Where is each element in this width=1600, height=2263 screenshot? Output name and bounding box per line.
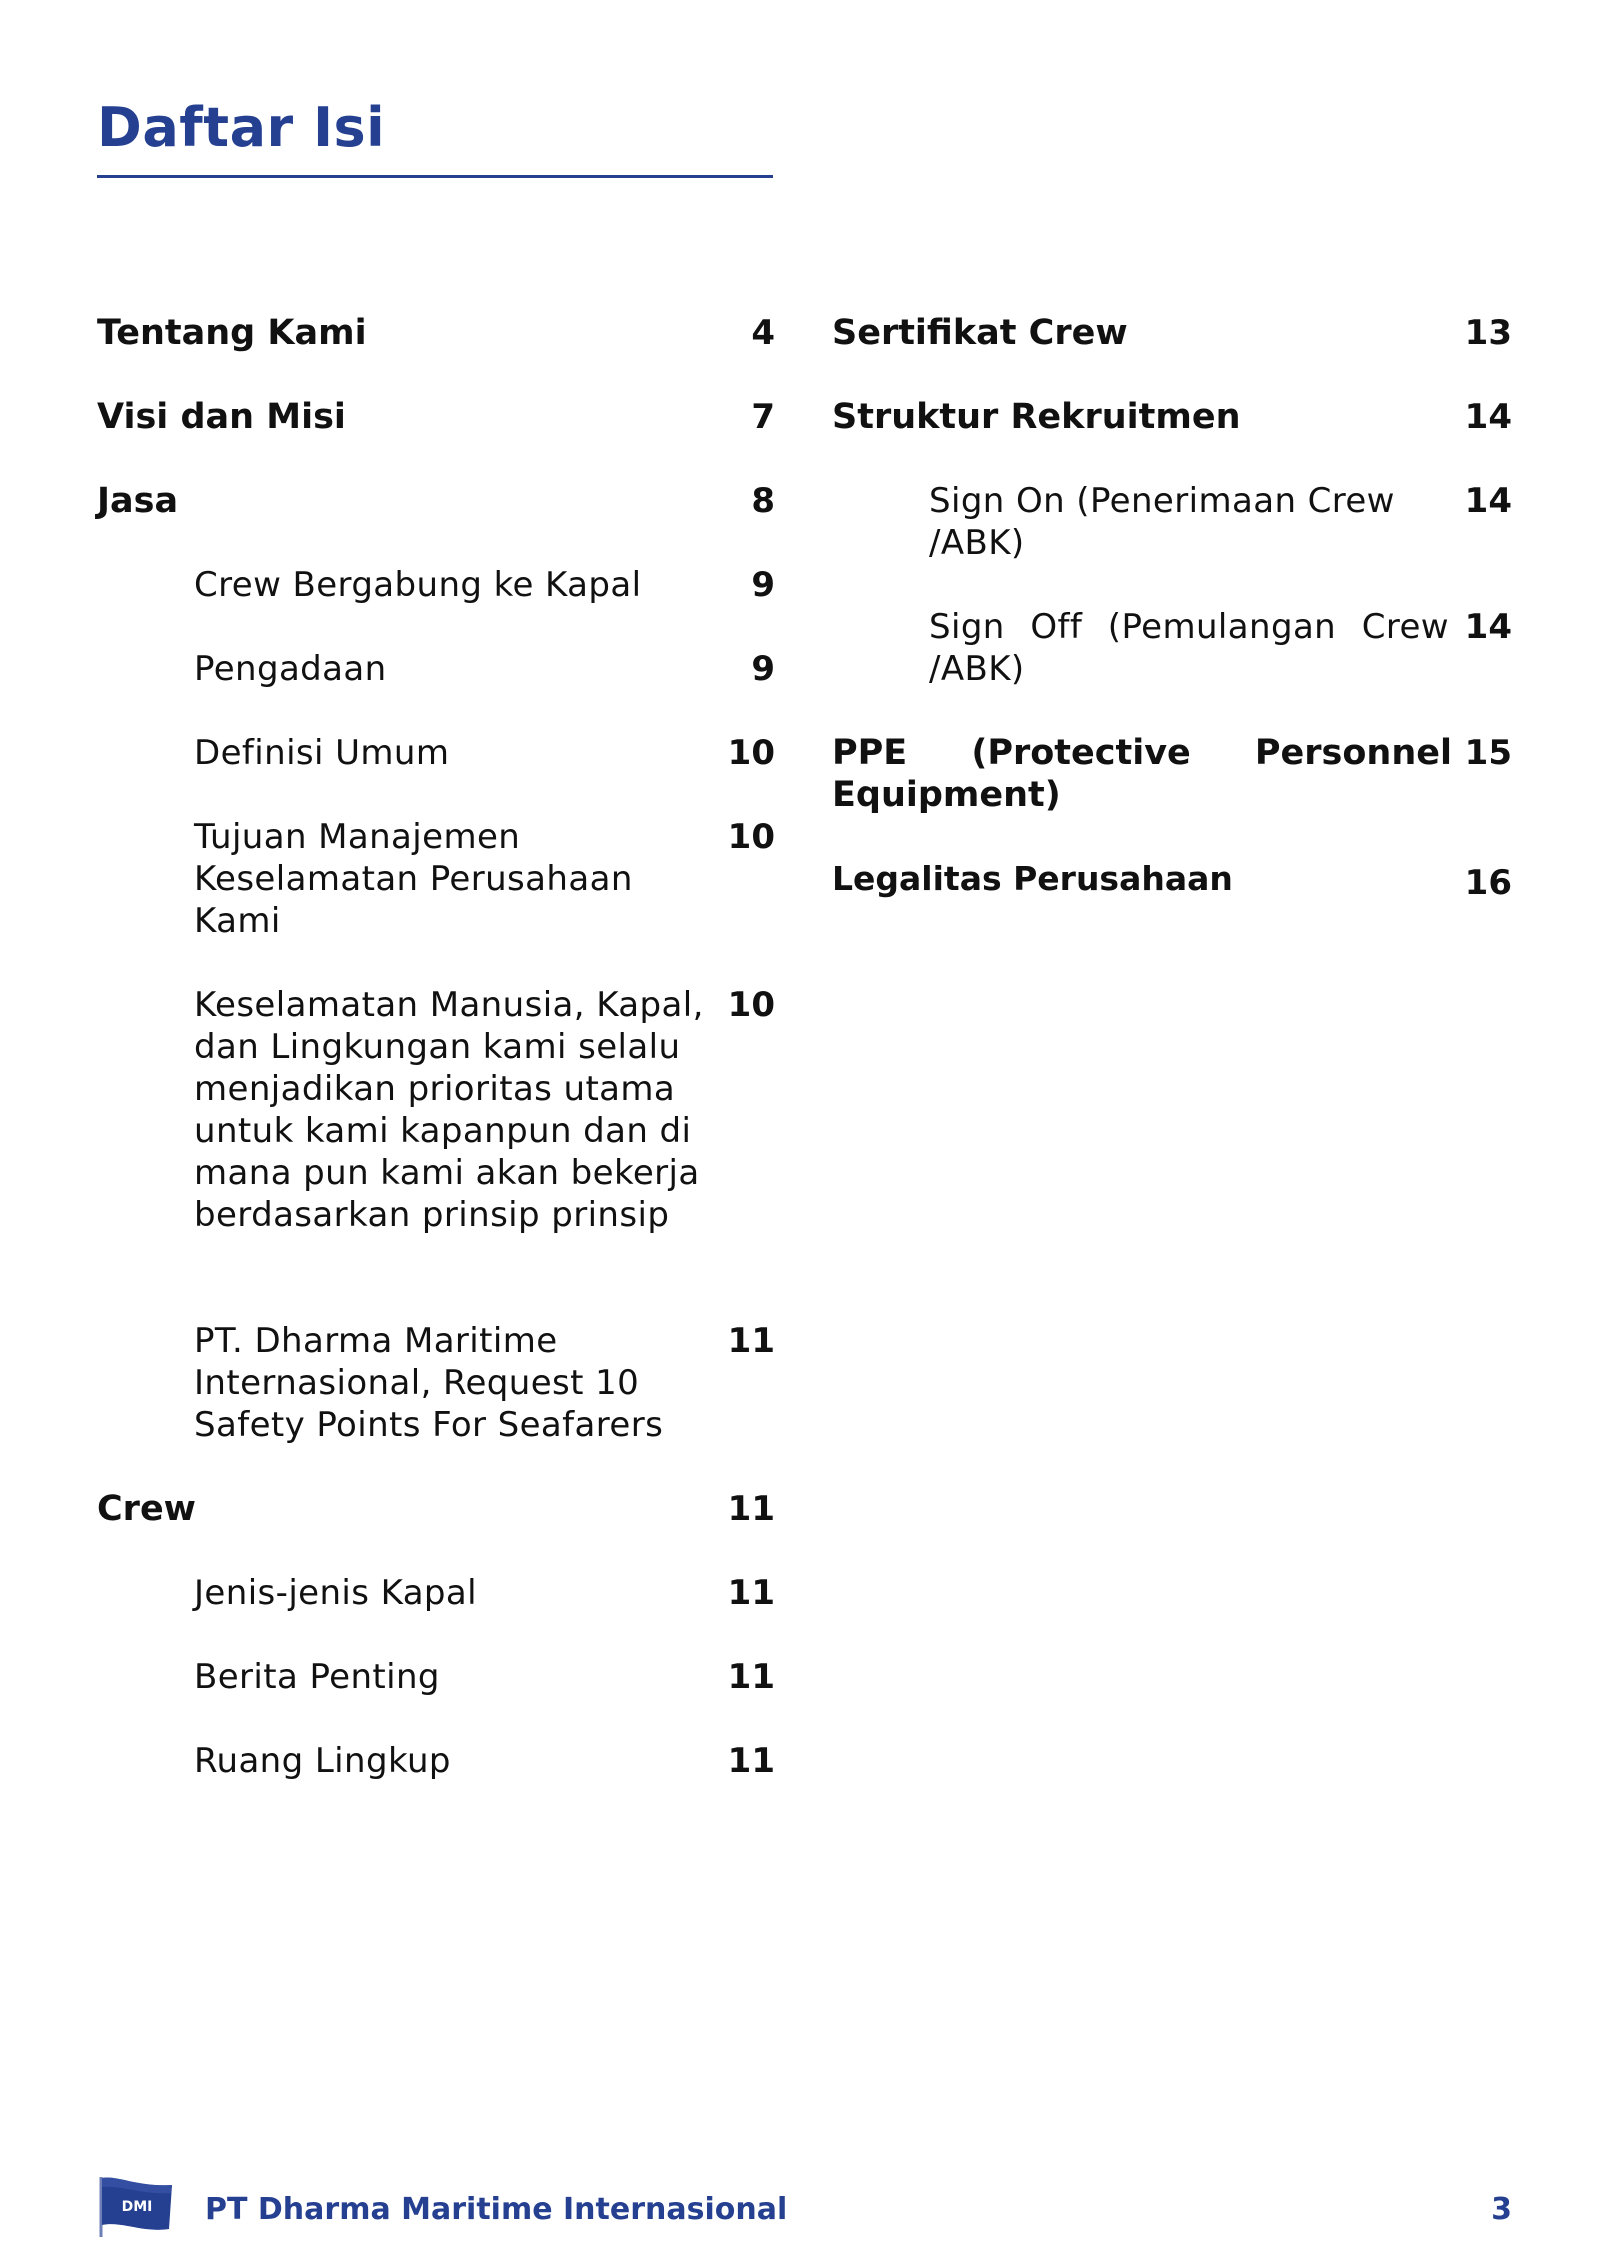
toc-label: PT. Dharma Maritime Internasional, Request 10 Safety Points For Seafarers xyxy=(194,1321,664,1445)
toc-entry-tujuan-manajemen[interactable] xyxy=(97,816,775,984)
toc-label: Crew xyxy=(97,1489,197,1529)
toc-right-column xyxy=(832,312,1512,942)
toc-entry-jasa[interactable] xyxy=(97,480,775,564)
toc-label: Sertifikat Crew xyxy=(832,313,1128,353)
toc-entry-struktur-rekruitmen[interactable] xyxy=(832,396,1512,480)
toc-label: Crew Bergabung ke Kapal xyxy=(194,565,642,605)
footer-page-number: 3 xyxy=(1491,2192,1512,2227)
toc-page-number: 9 xyxy=(751,565,775,605)
toc-page-number: 4 xyxy=(751,313,775,353)
toc-page-number: 14 xyxy=(1464,607,1512,647)
toc-label: Keselamatan Manusia, Kapal, dan Lingkungan kami selalu menjadikan prioritas utama untuk kami kapanpun dan di mana pun kami akan bekerja berdasarkan prinsip prinsip xyxy=(194,985,704,1235)
toc-page-number: 14 xyxy=(1464,481,1512,521)
toc-entry-ruang-lingkup[interactable] xyxy=(97,1740,775,1824)
toc-page-number: 8 xyxy=(751,481,775,521)
toc-page-number: 11 xyxy=(727,1657,775,1697)
toc-page-number: 10 xyxy=(727,733,775,773)
toc-page-number: 14 xyxy=(1464,397,1512,437)
toc-entry-crew-bergabung[interactable] xyxy=(97,564,775,648)
toc-label: Jasa xyxy=(97,481,179,521)
toc-entry-keselamatan-manusia[interactable] xyxy=(97,984,775,1320)
toc-label: Visi dan Misi xyxy=(97,397,346,437)
toc-page-number: 11 xyxy=(727,1489,775,1529)
company-flag-logo xyxy=(97,2173,175,2239)
toc-page-number: 13 xyxy=(1464,313,1512,353)
toc-page-number: 11 xyxy=(727,1321,775,1361)
toc-entry-legalitas[interactable] xyxy=(832,858,1512,942)
toc-page-number: 15 xyxy=(1464,733,1512,773)
toc-entry-tentang-kami[interactable] xyxy=(97,312,775,396)
page-title: Daftar Isi xyxy=(97,96,386,159)
toc-page-number: 11 xyxy=(727,1573,775,1613)
toc-entry-visi-dan-misi[interactable] xyxy=(97,396,775,480)
toc-entry-ppe[interactable] xyxy=(832,732,1512,858)
toc-entry-crew[interactable] xyxy=(97,1488,775,1572)
toc-entry-sign-on[interactable] xyxy=(832,480,1512,606)
title-underline xyxy=(97,175,773,178)
footer-company-name: PT Dharma Maritime Internasional xyxy=(205,2192,788,2227)
toc-entry-pt-dharma-request[interactable] xyxy=(97,1320,775,1488)
toc-entry-berita-penting[interactable] xyxy=(97,1656,775,1740)
toc-label: Sign Off (Pemulangan Crew /ABK) xyxy=(929,607,1449,689)
toc-entry-definisi-umum[interactable] xyxy=(97,732,775,816)
toc-label: Ruang Lingkup xyxy=(194,1741,451,1781)
toc-label: Sign On (Penerimaan Crew /ABK) xyxy=(929,481,1395,563)
toc-entry-pengadaan[interactable] xyxy=(97,648,775,732)
logo-text: DMI xyxy=(121,2199,153,2215)
toc-label: Pengadaan xyxy=(194,649,387,689)
toc-left-column xyxy=(97,312,775,1824)
toc-label: Tentang Kami xyxy=(97,313,367,353)
toc-page-number: 11 xyxy=(727,1741,775,1781)
toc-entry-jenis-kapal[interactable] xyxy=(97,1572,775,1656)
toc-entry-sertifikat-crew[interactable] xyxy=(832,312,1512,396)
toc-page-number: 10 xyxy=(727,985,775,1025)
toc-page-number: 10 xyxy=(727,817,775,857)
toc-page-number: 9 xyxy=(751,649,775,689)
toc-entry-sign-off[interactable] xyxy=(832,606,1512,732)
toc-label: Legalitas Perusahaan xyxy=(832,859,1233,898)
toc-label: Tujuan Manajemen Keselamatan Perusahaan Kami xyxy=(194,817,633,941)
toc-page-number: 7 xyxy=(751,397,775,437)
toc-label: Definisi Umum xyxy=(194,733,450,773)
toc-label: Berita Penting xyxy=(194,1657,440,1697)
toc-page-number: 16 xyxy=(1464,863,1512,903)
toc-label: PPE (Protective Personnel Equipment) xyxy=(832,733,1452,815)
toc-label: Jenis-jenis Kapal xyxy=(194,1573,478,1613)
toc-label: Struktur Rekruitmen xyxy=(832,397,1241,437)
